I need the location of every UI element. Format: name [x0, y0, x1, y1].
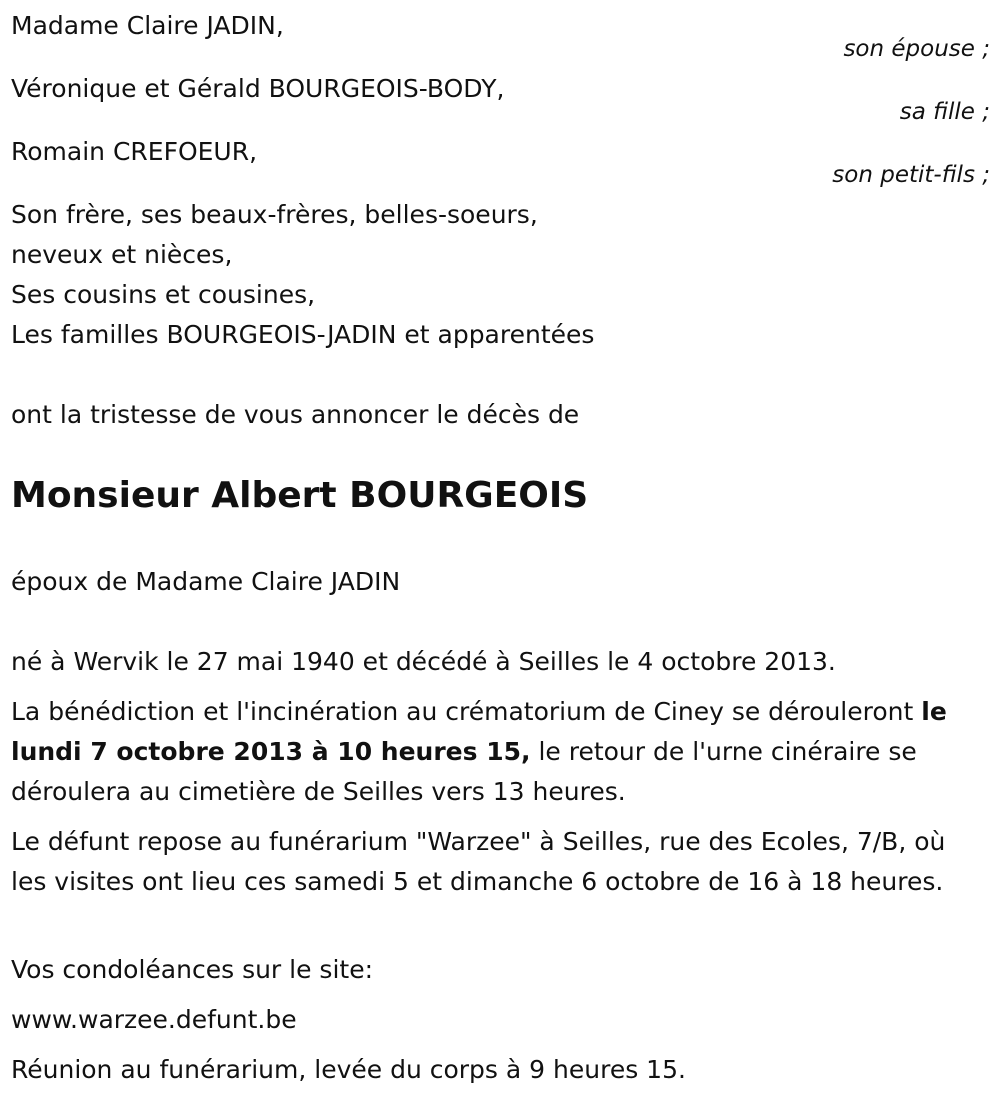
meeting-line: Réunion au funérarium, levée du corps à 9 heures 15.: [11, 1055, 686, 1084]
ceremony-rest: le retour de l'urne cinéraire se déroulera au cimetière de Seilles vers 13 heures.: [11, 737, 917, 806]
family-relation-daughter: sa fille ;: [899, 99, 990, 125]
family-name-spouse: Madame Claire JADIN,: [11, 11, 284, 40]
visit-paragraph: Le défunt repose au funérarium "Warzee" à Seilles, rue des Ecoles, 7/B, où les visites ont lieu ces samedi 5 et dimanche 6 octobre de 16 à 18 heures.: [11, 827, 946, 896]
family-relation-spouse: son épouse ;: [843, 36, 990, 62]
relatives-line: Les familles BOURGEOIS-JADIN et apparentées: [11, 320, 595, 349]
condolences-label: Vos condoléances sur le site:: [11, 955, 374, 984]
relatives-line: Son frère, ses beaux-frères, belles-soeurs,: [11, 200, 538, 229]
ceremony-intro: La bénédiction et l'incinération au crématorium de Ciney se dérouleront: [11, 697, 922, 726]
family-name-daughter: Véronique et Gérald BOURGEOIS-BODY,: [11, 74, 505, 103]
relatives-line: Ses cousins et cousines,: [11, 280, 316, 309]
announcement-text: ont la tristesse de vous annoncer le décès de: [11, 400, 580, 429]
condolences-website: www.warzee.defunt.be: [11, 1005, 297, 1034]
birth-death-line: né à Wervik le 27 mai 1940 et décédé à Seilles le 4 octobre 2013.: [11, 647, 836, 676]
ceremony-date: le lundi 7 octobre 2013 à 10 heures 15,: [11, 697, 947, 766]
family-relation-grandson: son petit-fils ;: [832, 162, 990, 188]
deceased-name: Monsieur Albert BOURGEOIS: [11, 475, 589, 516]
spouse-line: époux de Madame Claire JADIN: [11, 567, 401, 596]
ceremony-paragraph: [11, 692, 986, 812]
relatives-line: neveux et nièces,: [11, 240, 233, 269]
family-name-grandson: Romain CREFOEUR,: [11, 137, 258, 166]
